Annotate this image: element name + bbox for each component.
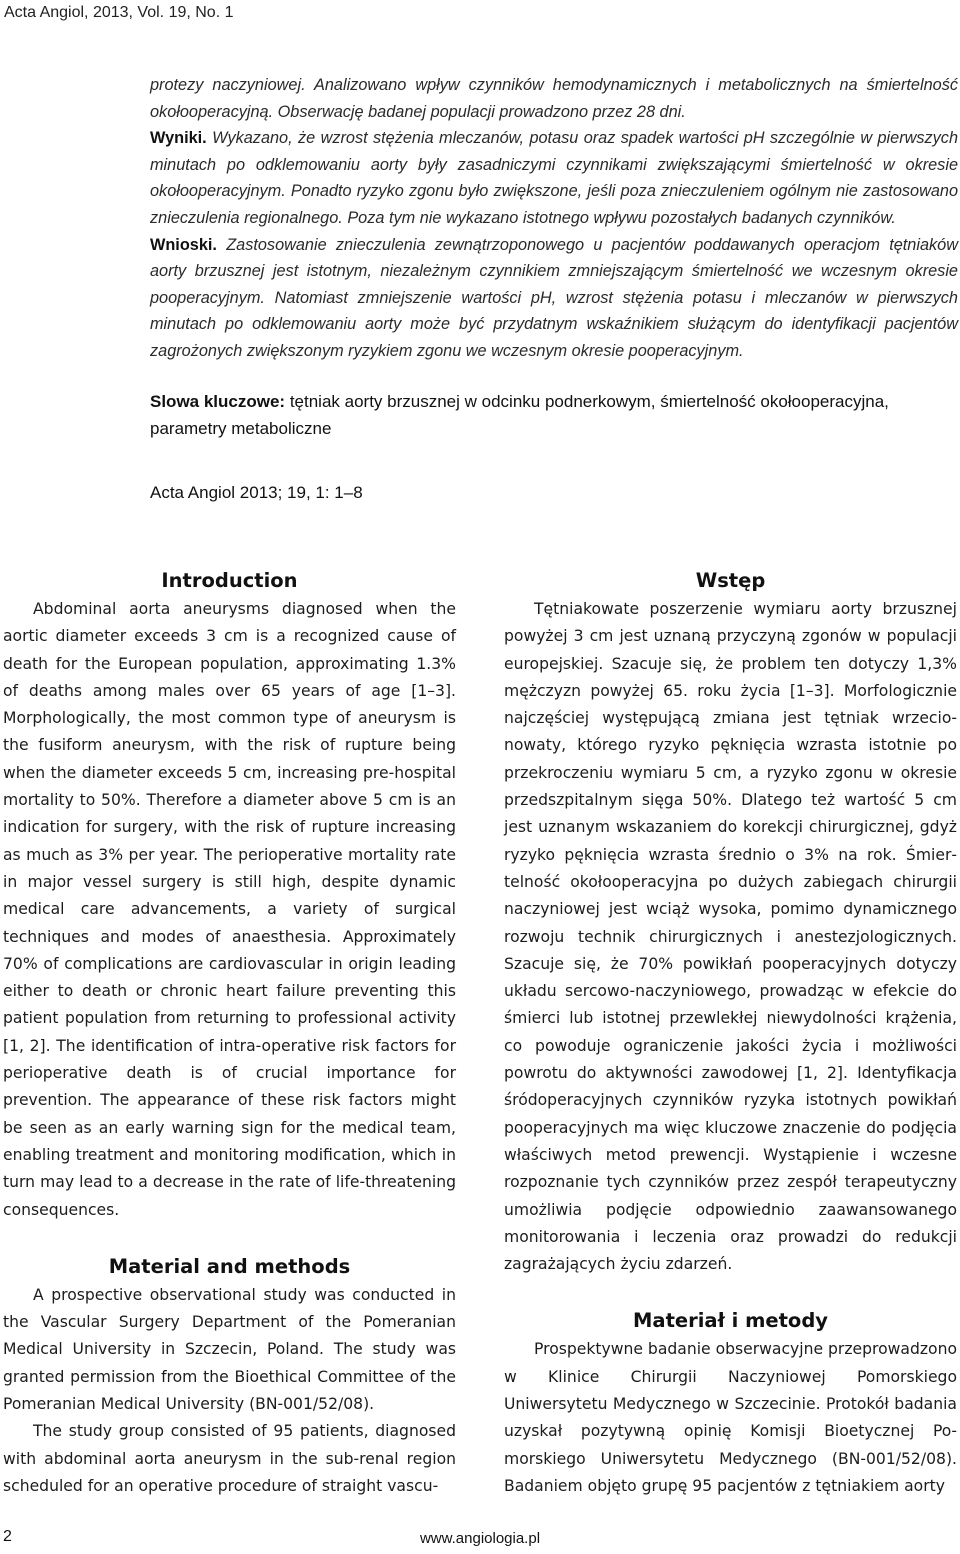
citation: Acta Angiol 2013; 19, 1: 1–8 [150,483,363,502]
conclusions-text: Zastosowanie znieczulenia zewnątrzoponowego u pacjentów poddawanych operacjom tętniaków aorty brzusznej jest istotnym, niezależnym czynnikiem zmniejszającym śmiertelność we wczesnym okresie pooperacyjnym. Natomiast zmniejszenie wartości pH, wzrost stężenia potasu i mleczanów w pierwszych minutach po odklemowaniu aorty może być przydatnym wskaźnikiem służącym do identyfikacji pacjentów zagrożonych zwiększonym ryzykiem zgonu we wczesnym okresie pooperacyjnym. [150,235,958,360]
abstract [150,72,958,365]
introduction-heading: Introduction [161,569,298,592]
metody-paragraph: Prospektywne badanie obserwacyjne przeprowadzono w Klinice Chirurgii Naczyniowej Pomorskiego Uniwersytetu Medycznego w Szczecinie. Protokół badania uzyskał pozytywną opinię Komisji Bioetycznej Pomorskiego Uniwersytetu Medycznego (BN-001/52/08). Badaniem objęto grupę 95 pacjentów z tętniakiem aorty [504,1340,957,1495]
journal-header: Acta Angiol, 2013, Vol. 19, No. 1 [4,4,234,21]
wstep-paragraph: Tętniakowate poszerzenie wymiaru aorty brzusznej powyżej 3 cm jest uznaną przyczyną zgonów w populacji europejskiej. Szacuje się, że problem ten dotyczy 1,3% mężczyzn powyżej 65. roku życia [1–3]. Morfologicznie najczęściej występującą zmiana jest tętniak wrzecionowaty, którego ryzyko pęknięcia wzrasta istotnie po przekroczeniu wymiaru 5 cm, a ryzyko zgonu w okresie przedszpitalnym sięga 50%. Dlatego też wartość 5 cm jest uznanym wskazaniem do korekcji chirurgicznej, gdyż ryzyko pęknięcia wzrasta średnio o 3% na rok. Śmiertelność okołooperacyjna po dużych zabiegach chirurgii naczyniowej jest wciąż wysoka, pomimo dynamicznego rozwoju technik chirurgicznych i anestezjologicznych. Szacuje się, że 70% powikłań pooperacyjnych dotyczy układu sercowo-naczyniowego, prowadząc w efekcie do śmierci lub istotnej przewlekłej niewydolności krążenia, co powoduje ograniczenie jakości życia i możliwości powrotu do aktywności zawodowej [1, 2]. Identyfikacja śródoperacyjnych czynników ryzyka istotnych powikłań pooperacyjnych ma więc kluczowe znaczenie do podjęcia właściwych metod prewencji. Wystąpienie i wczesne rozpoznanie tych czynników przez zespół terapeutyczny umożliwia podjęcie odpowiednio zaawansowanego monitorowania i leczenia oraz prowadzi do redukcji zagrażających życiu zdarzeń. [504,600,957,1274]
metody-heading: Materiał i metody [633,1309,828,1333]
keywords-label: Slowa kluczowe: [150,392,286,411]
results-label: Wyniki. [150,129,207,148]
english-column [3,566,456,1500]
abstract-conclusions [150,232,958,365]
page-number: 2 [3,1528,12,1545]
conclusions-label: Wnioski. [150,235,217,254]
keywords [150,388,958,442]
methods-paragraph-1: A prospective observational study was conducted in the Vascular Surgery Department of the Pomeranian Medical University in Szczecin, Poland. The study was granted permission from the Bioethical Committee of the Pomeranian Medical University (BN-001/52/08). [3,1285,456,1414]
abstract-results [150,125,958,231]
results-text: Wykazano, że wzrost stężenia mleczanów, potasu oraz spadek wartości pH szczególnie w pierwszych minutach po odklemowaniu aorty były zasadniczymi czynnikami zwiększającymi śmiertelność w okresie okołooperacyjnym. Ponadto ryzyko zgonu było zwiększone, jeśli poza znieczuleniem ogólnym nie zastosowano znieczulenia regionalnego. Poza tym nie wykazano istotnego wpływu pozostałych badanych czynników. [150,129,959,227]
methods-paragraph-2: The study group consisted of 95 patients, diagnosed with abdominal aorta aneurysm in the sub-renal region scheduled for an operative procedure of straight vascu- [3,1422,456,1495]
footer-url: www.angiologia.pl [419,1530,541,1547]
introduction-paragraph: Abdominal aorta aneurysms diagnosed when the aortic diameter exceeds 3 cm is a recognized cause of death for the European population, approximating 1.3% of deaths among males over 65 years of age [1–3]. Morphologically, the most common type of aneurysm is the fusiform aneurysm, with the risk of rupture being when the diameter exceeds 5 cm, increasing pre-hospital mortality to 50%. Therefore a diameter above 5 cm is an indication for surgery, with the risk of rupture increasing as much as 3% per year. The perioperative mortality rate in major vessel surgery is still high, despite dynamic medical care advancements, a variety of surgical techniques and modes of anaesthesia. Approximately 70% of complications are cardiovascular in origin leading either to death or chronic heart failure preventing this patient population from returning to professional activity [1, 2]. The identification of intra-operative risk factors for perioperative death is of crucial importance for prevention. The appearance of these risk factors might be seen as an early warning sign for the medical team, enabling treatment and monitoring modification, which in turn may lead to a decrease in the rate of life-threatening consequences. [3,600,456,1219]
keywords-text: tętniak aorty brzusznej w odcinku podnerkowym, śmiertelność okołooperacyjna, parametry metaboliczne [150,392,889,438]
methods-heading: Material and methods [108,1254,351,1278]
polish-column [504,566,957,1500]
abstract-methods-end: protezy naczyniowej. Analizowano wpływ czynników hemodynamicznych i metabolicznych na śmiertelność okołooperacyjną. Obserwację badanej populacji prowadzono przez 28 dni. [150,76,958,121]
wstep-heading: Wstęp [695,569,766,592]
